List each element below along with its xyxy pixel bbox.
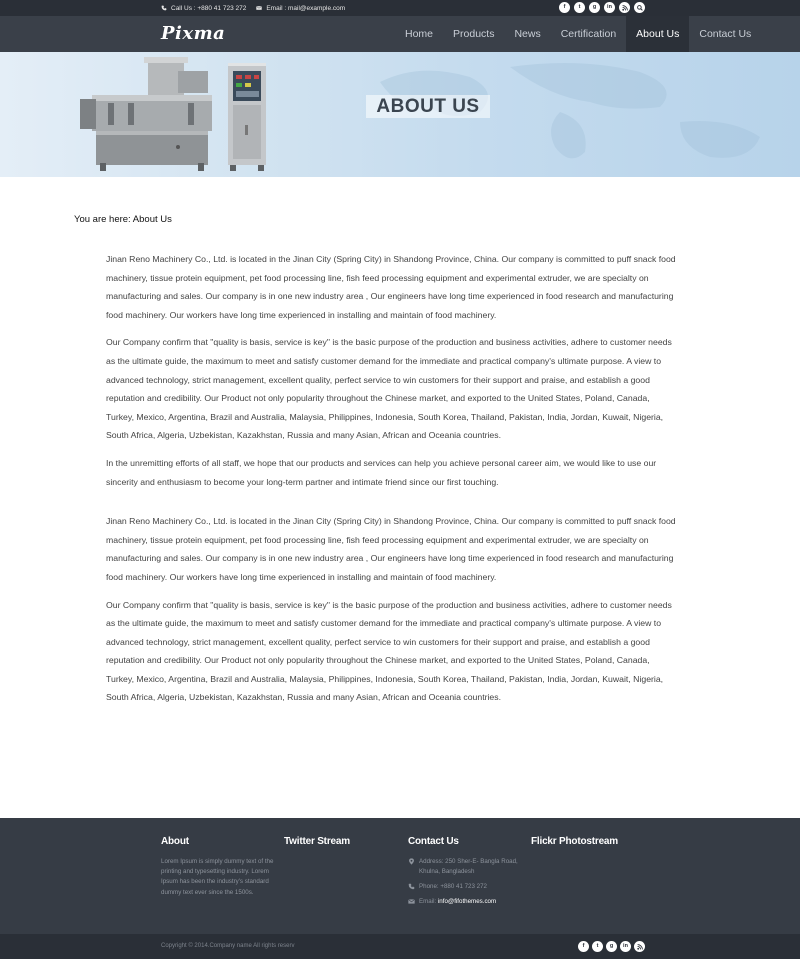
extruder-machine-image xyxy=(78,55,273,173)
twitter-icon[interactable]: t xyxy=(574,2,585,13)
envelope-icon xyxy=(408,898,415,905)
footer-about xyxy=(161,836,276,898)
linkedin-icon[interactable]: in xyxy=(604,2,615,13)
footer-address-label: Address: xyxy=(419,858,444,865)
phone-icon xyxy=(408,883,415,890)
footer-email-text xyxy=(419,897,496,907)
footer-about-heading: About xyxy=(161,836,189,847)
footer-phone-text xyxy=(419,882,487,892)
nav-certification[interactable]: Certification xyxy=(560,28,617,40)
top-call xyxy=(161,5,246,12)
top-email-label: Email : mail@example.com xyxy=(266,4,346,12)
search-glyph xyxy=(637,5,643,11)
rss-glyph xyxy=(622,5,628,11)
facebook-icon[interactable]: f xyxy=(559,2,570,13)
footer-phone xyxy=(408,882,529,892)
facebook-icon[interactable]: f xyxy=(578,941,589,952)
site-logo[interactable]: Pixma xyxy=(161,23,226,44)
top-bar xyxy=(0,0,800,16)
footer-email xyxy=(408,897,529,907)
google-plus-icon[interactable]: g xyxy=(606,941,617,952)
top-contact-info xyxy=(161,0,345,16)
paragraph-spacer xyxy=(106,500,676,512)
top-social-links xyxy=(559,2,645,13)
rss-glyph xyxy=(637,944,643,950)
footer-address-value: 250 Sher-E- Bangla Road, Khulna, Bangladesh xyxy=(419,858,518,875)
footer-address-text xyxy=(419,857,529,877)
about-content xyxy=(106,250,676,716)
linkedin-icon[interactable]: in xyxy=(620,941,631,952)
nav-contact-us[interactable]: Contact Us xyxy=(699,28,752,40)
bottom-bar xyxy=(0,934,800,959)
nav-news[interactable]: News xyxy=(514,28,541,40)
about-paragraph: Our Company confirm that "quality is basis, service is key" is the basic purpose of the production and business activities, adhere to customer needs as the ultimate guide, the maximum to meet and satisfy customer demand for the immediate and practical company's ultimate purpose. A view to advanced technology, strict management, excellent quality, perfect service to win customers for their support and praise, and establish a good reputation and credibility. Our Product not only popularity throughout the Chinese market, and exported to the United States, Poland, Canada, Turkey, Mexico, Argentina, Brazil and Australia, Malaysia, Philippines, Indonesia, South Korea, Thailand, Pakistan, India, Jordan, Kuwait, Nigeria, South Africa, Algeria, Uzbekistan, Kazakhstan, Russia and many Asian, African and Oceania countries. xyxy=(106,337,672,441)
map-marker-icon xyxy=(408,858,415,865)
banner-title-box xyxy=(366,95,490,118)
twitter-icon[interactable]: t xyxy=(592,941,603,952)
footer-contact xyxy=(408,836,529,912)
nav-about-us[interactable]: About Us xyxy=(626,16,689,52)
copyright-text: Copyright © 2014.Company name All rights reserv xyxy=(161,943,295,949)
footer-about-text: Lorem Ipsum is simply dummy text of the printing and typesetting industry. Lorem Ipsum has been the industry's standard dummy text ever since the 1500s. xyxy=(161,858,274,896)
breadcrumb: You are here: About Us xyxy=(74,214,172,225)
nav-home[interactable]: Home xyxy=(405,28,434,40)
footer-email-link[interactable]: info@fifothemes.com xyxy=(437,898,497,905)
search-icon[interactable] xyxy=(634,2,645,13)
footer-phone-label: Phone: xyxy=(419,883,439,890)
footer-flickr xyxy=(531,836,618,857)
main-nav xyxy=(395,16,761,52)
rss-icon[interactable] xyxy=(619,2,630,13)
top-email[interactable] xyxy=(256,5,345,12)
footer-phone-value: +880 41 723 272 xyxy=(440,883,487,890)
top-call-label: Call Us : +880 41 723 272 xyxy=(171,4,247,12)
about-paragraph: In the unremitting efforts of all staff, we hope that our products and services can help you achieve personal career aim, we would like to use our sincerity and enthusiasm to become your long-term partner and intimate friend since our first touching. xyxy=(106,457,657,487)
footer-twitter xyxy=(284,836,350,857)
envelope-icon xyxy=(256,5,262,11)
about-paragraph: Jinan Reno Machinery Co., Ltd. is located in the Jinan City (Spring City) in Shandong Province, China. Our company is committed to puff snack food machinery, tissue protein equipment, pet food processing line, fish feed processing equipment and experimental extruder, we are specialty on manufacturing and sales. Our company is in one new industry area , Our engineers have long time experienced in food research and manufacturing food machinery. Our workers have long time experienced in installing and maintain of food machinery. xyxy=(106,254,676,320)
footer-twitter-heading: Twitter Stream xyxy=(284,836,350,847)
footer-social-links xyxy=(578,941,645,952)
about-paragraph: Our Company confirm that "quality is basis, service is key" is the basic purpose of the production and business activities, adhere to customer needs as the ultimate guide, the maximum to meet and satisfy customer demand for the immediate and practical company's ultimate purpose. A view to advanced technology, strict management, excellent quality, perfect service to win customers for their support and praise, and establish a good reputation and credibility. Our Product not only popularity throughout the Chinese market, and exported to the United States, Poland, Canada, Turkey, Mexico, Argentina, Brazil and Australia, Malaysia, Philippines, Indonesia, South Korea, Thailand, Pakistan, India, Jordan, Kuwait, Nigeria, South Africa, Algeria, Uzbekistan, Kazakhstan, Russia and many Asian, African and Oceania countries. xyxy=(106,599,672,703)
page-title: ABOUT US xyxy=(376,95,480,117)
about-paragraph: Jinan Reno Machinery Co., Ltd. is located in the Jinan City (Spring City) in Shandong Province, China. Our company is committed to puff snack food machinery, tissue protein equipment, pet food processing line, fish feed processing equipment and experimental extruder, we are specialty on manufacturing and sales. Our company is in one new industry area , Our engineers have long time experienced in food research and manufacturing food machinery. Our workers have long time experienced in installing and maintain of food machinery. xyxy=(106,516,676,582)
footer-flickr-heading: Flickr Photostream xyxy=(531,836,618,847)
footer xyxy=(0,818,800,934)
page-banner xyxy=(0,52,800,177)
footer-address xyxy=(408,857,529,877)
footer-contact-heading: Contact Us xyxy=(408,836,459,847)
rss-icon[interactable] xyxy=(634,941,645,952)
footer-email-label: Email: xyxy=(419,898,437,905)
main-navbar xyxy=(0,16,800,52)
phone-icon xyxy=(161,5,167,11)
nav-products[interactable]: Products xyxy=(453,28,495,40)
google-plus-icon[interactable]: g xyxy=(589,2,600,13)
